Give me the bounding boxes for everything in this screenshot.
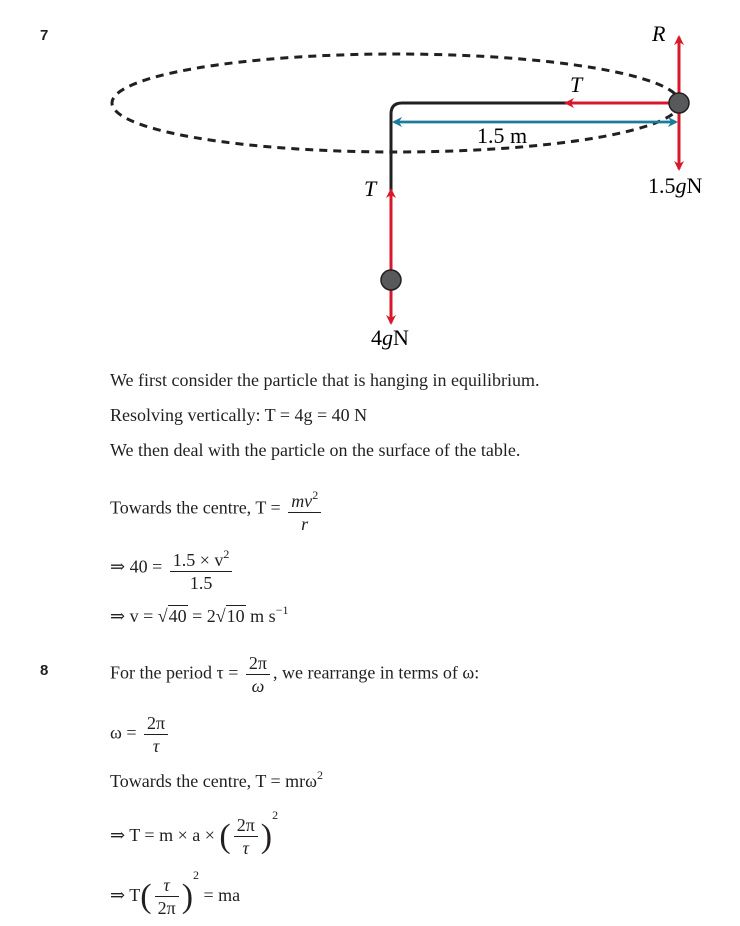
q7-line-3: We then deal with the particle on the surface of the table.: [110, 440, 521, 460]
q8-line-3: Towards the centre, T = mrω$^2$: [110, 768, 324, 791]
q7-line-6: ⇒ v = √40 = 2√10 m $s^{-1}$: [110, 603, 289, 626]
q7-line-5: ⇒ 40 = $\frac{1.5 \times v^2}{1.5}$: [110, 543, 235, 594]
q8-line-5: ⇒ T( $\frac{\tau}{2\pi}$ )$^2$ = ma: [110, 868, 241, 919]
square-root: √40: [157, 606, 187, 626]
q7-line-2: Resolving vertically: T = 4g = 40 N: [110, 405, 368, 425]
fraction: $\frac{\tau}{2\pi}$: [155, 874, 179, 919]
radius-label: 1.5 m: [477, 123, 528, 148]
reaction-label: R: [652, 21, 666, 46]
q8-line-1: For the period τ = $\frac{2\pi}{\omega}$ , we rearrange in terms of ω:: [110, 653, 480, 696]
hanging-particle: [381, 270, 401, 290]
q8-line-2: ω = $\frac{2\pi}{\tau}$: [110, 712, 171, 757]
weight-label-hanging-particle: 4gN: [371, 325, 409, 350]
fraction: $\frac{2\pi}{\tau}$: [234, 814, 258, 859]
fraction: $\frac{1.5 \times v^2}{1.5}$: [170, 543, 233, 594]
question-number-7: 7: [40, 27, 49, 44]
square-root: √10: [215, 606, 245, 626]
q8-line-4: ⇒ T = m × a × ( $\frac{2\pi}{\tau}$ )$^2$: [110, 808, 279, 859]
string: [391, 103, 679, 280]
fraction: $\frac{mv^2}{r}$: [288, 484, 321, 535]
tension-label-side: T: [364, 176, 377, 201]
q7-line-1: We first consider the particle that is hanging in equilibrium.: [110, 370, 540, 390]
circular-motion-diagram: [0, 0, 740, 360]
weight-label-table-particle: 1.5gN: [648, 173, 703, 198]
tension-label-top: T: [570, 72, 583, 97]
question-number-8: 8: [40, 662, 49, 679]
fraction: $\frac{2\pi}{\omega}$: [246, 652, 270, 697]
fraction: $\frac{2\pi}{\tau}$: [144, 712, 168, 757]
q7-line-4: Towards the centre, T = $\frac{mv^2}{r}$: [110, 484, 324, 535]
table-particle: [669, 93, 689, 113]
